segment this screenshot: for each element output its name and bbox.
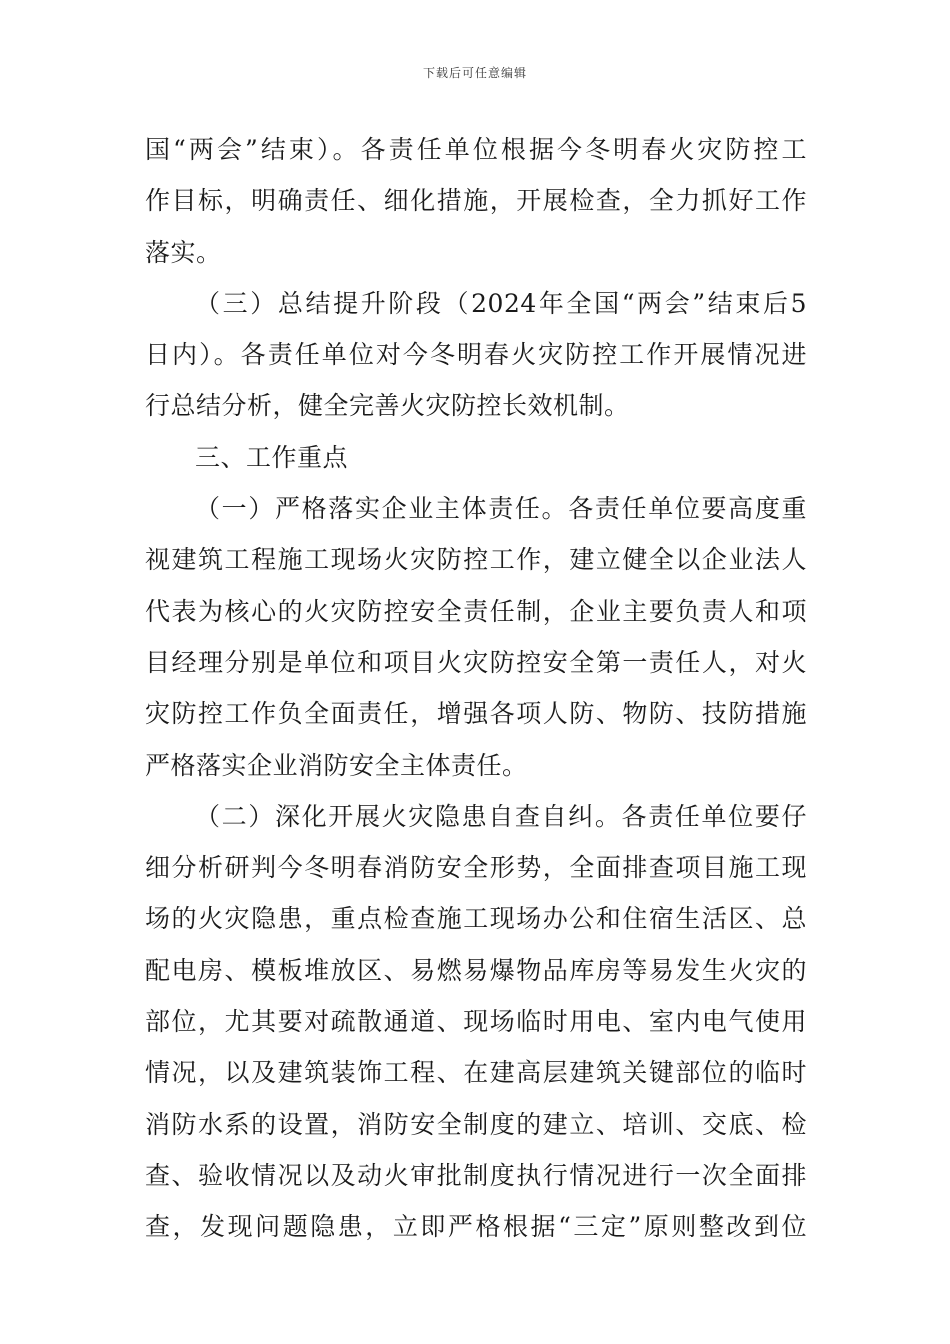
- body-line: 严格落实企业消防安全主体责任。: [145, 750, 528, 780]
- body-line: 消防水系的设置，消防安全制度的建立、培训、交底、检: [145, 1109, 807, 1139]
- paragraph-start-line: （三）总结提升阶段（2024年全国“两会”结束后5: [195, 288, 807, 318]
- paragraph-start-line: （二）深化开展火灾隐患自查自纠。各责任单位要仔: [195, 801, 807, 831]
- body-line: 视建筑工程施工现场火灾防控工作，建立健全以企业法人: [145, 545, 807, 575]
- body-line: 国“两会”结束）。各责任单位根据今冬明春火灾防控工: [145, 135, 807, 164]
- body-line: 落实。: [145, 237, 222, 267]
- body-line: 灾防控工作负全面责任，增强各项人防、物防、技防措施: [145, 699, 807, 729]
- body-line: 部位，尤其要对疏散通道、现场临时用电、室内电气使用: [145, 1007, 807, 1037]
- body-line: 细分析研判今冬明春消防安全形势，全面排查项目施工现: [145, 853, 807, 883]
- body-line: 行总结分析，健全完善火灾防控长效机制。: [145, 391, 630, 421]
- body-line: 日内）。各责任单位对今冬明春火灾防控工作开展情况进: [145, 340, 807, 370]
- body-line: 作目标，明确责任、细化措施，开展检查，全力抓好工作: [145, 186, 807, 216]
- body-line: 查、验收情况以及动火审批制度执行情况进行一次全面排: [145, 1160, 807, 1190]
- body-line: 场的火灾隐患，重点检查施工现场办公和住宿生活区、总: [145, 904, 807, 934]
- paragraph-start-line: （一）严格落实企业主体责任。各责任单位要高度重: [195, 494, 807, 524]
- body-line: 配电房、模板堆放区、易燃易爆物品库房等易发生火灾的: [145, 955, 807, 985]
- page-header: 下载后可任意编辑: [422, 66, 527, 80]
- body-line: 情况，以及建筑装饰工程、在建高层建筑关键部位的临时: [145, 1058, 807, 1088]
- body-line: 代表为核心的火灾防控安全责任制，企业主要负责人和项: [145, 596, 807, 626]
- body-line: 目经理分别是单位和项目火灾防控安全第一责任人，对火: [145, 647, 807, 677]
- document-body: [145, 130, 807, 1259]
- section-heading: 三、工作重点: [195, 442, 349, 472]
- body-line: 查，发现问题隐患，立即严格根据“三定”原则整改到位: [145, 1212, 807, 1242]
